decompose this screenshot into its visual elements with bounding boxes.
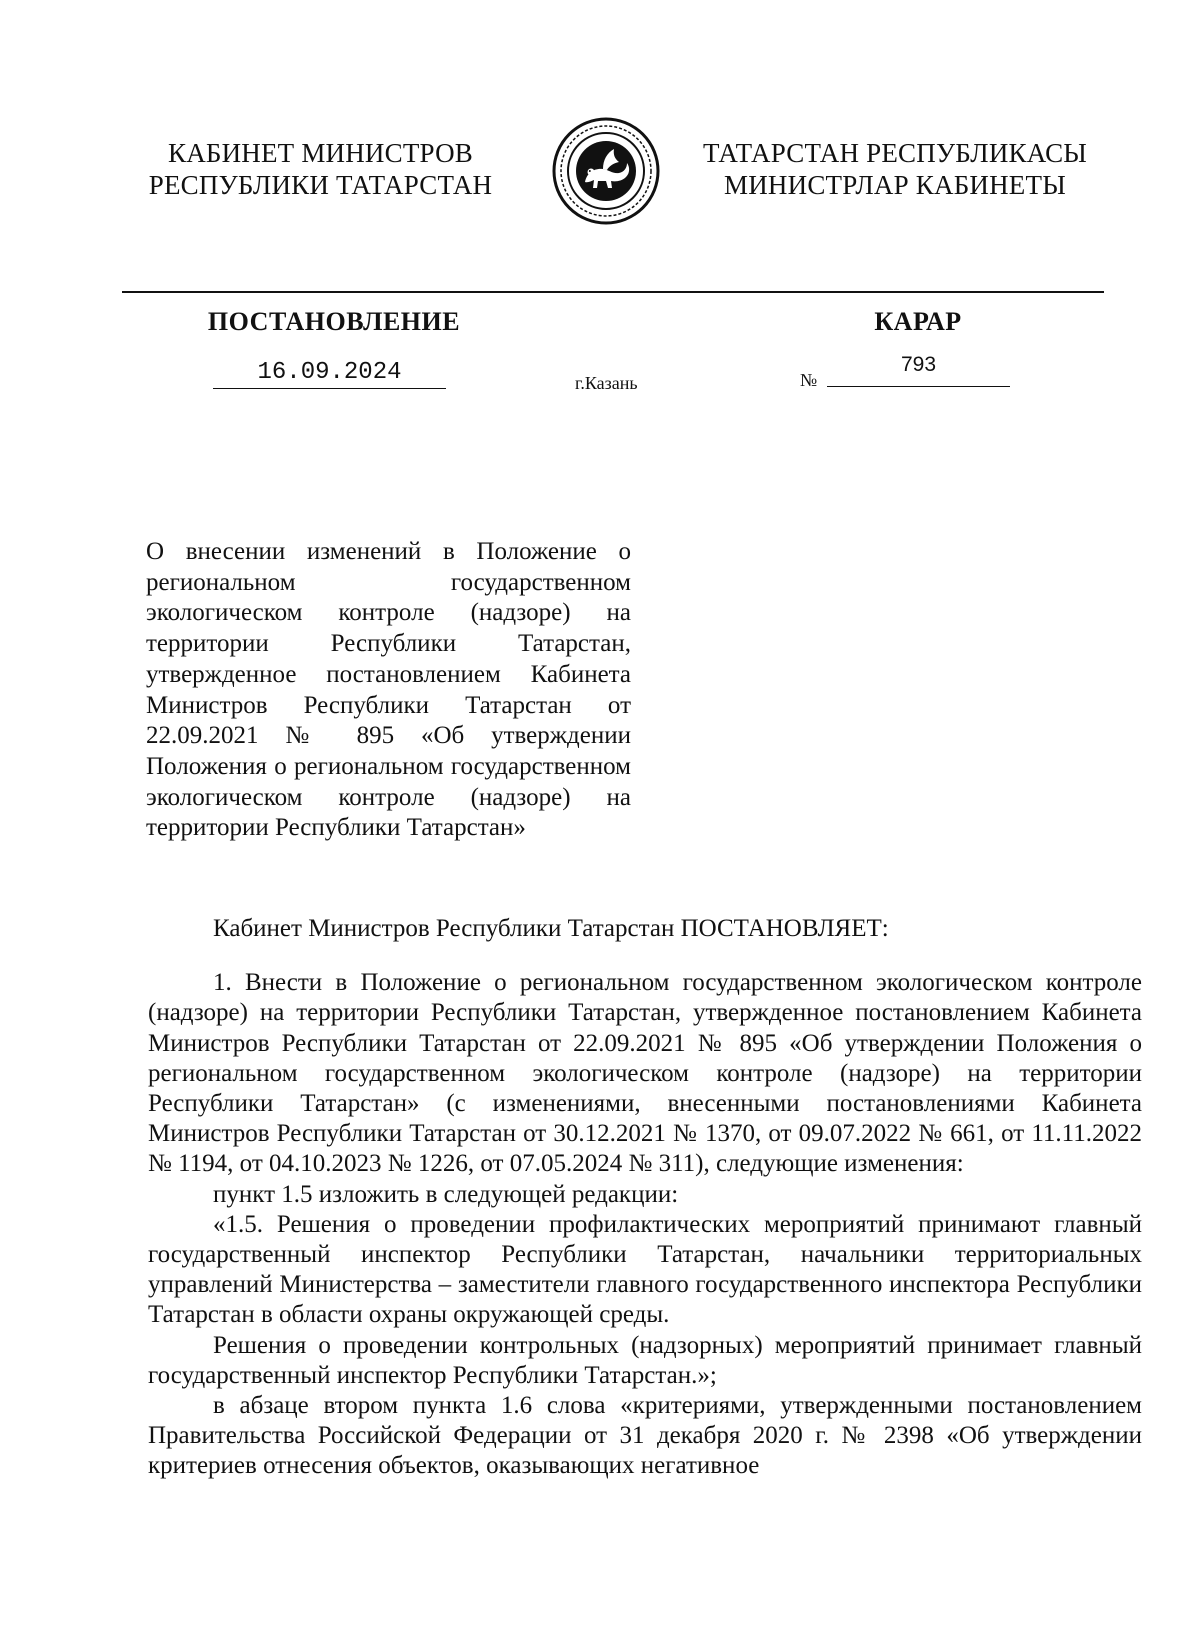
issuing-body-ru — [118, 137, 523, 201]
issuing-body-tt-line1: ТАТАРСТАН РЕСПУБЛИКАСЫ — [702, 138, 1088, 168]
preamble: Кабинет Министров Республики Татарстан ПОСТАНОВЛЯЕТ: — [213, 915, 889, 942]
act-city: г.Казань — [575, 373, 638, 393]
issuing-body-tt-line2: МИНИСТРЛАР КАБИНЕТЫ — [724, 170, 1066, 200]
act-date: 16.09.2024 — [213, 358, 446, 389]
issuing-body-ru-line1: КАБИНЕТ МИНИСТРОВ — [167, 138, 473, 168]
document-title: О внесении изменений в Положение о региональном государственном экологическом контроле (надзоре) на территории Республики Татарстан, утвержденное постановлением Кабинета Министров Республики Татарстан от 22.09.2021 № 895 «Об утверждении Положения о региональном государственном экологическом контроле (надзоре) на территории Республики Татарстан» — [146, 538, 631, 842]
coat-of-arms-icon — [551, 116, 661, 226]
act-type-ru: ПОСТАНОВЛЕНИЕ — [207, 307, 461, 336]
act-number-sign: № — [800, 370, 818, 390]
header-divider — [122, 291, 1104, 293]
body-paragraph: «1.5. Решения о проведении профилактических мероприятий принимают главный государственный инспектор Республики Татарстан, начальники территориальных управлений Министерства – заместители главного государственного инспектора Республики Татарстан в области охраны окружающей среды. — [148, 1210, 1142, 1329]
body-paragraph: 1. Внести в Положение о региональном государственном экологическом контроле (надзоре) на территории Республики Татарстан, утвержденное постановлением Кабинета Министров Республики Татарстан от 22.09.2021 № 895 «Об утверждении Положения о региональном государственном экологическом контроле (надзоре) на территории Республики Татарстан» (с изменениями, внесенными постановлениями Кабинета Министров Республики Татарстан от 30.12.2021 № 1370, от 09.07.2022 № 661, от 11.11.2022 № 1194, от 04.10.2023 № 1226, от 07.05.2024 № 311), следующие изменения: — [148, 969, 1142, 1178]
body-paragraph: в абзаце втором пункта 1.6 слова «критериями, утвержденными постановлением Правительства Российской Федерации от 31 декабря 2020 г. № 2398 «Об утверждении критериев отнесения объектов, оказывающих негативное — [148, 1392, 1142, 1480]
issuing-body-tt — [690, 137, 1100, 201]
act-number: 793 — [827, 352, 1010, 387]
issuing-body-ru-line2: РЕСПУБЛИКИ ТАТАРСТАН — [148, 170, 493, 200]
document-body — [148, 914, 1142, 1482]
body-paragraph: Решения о проведении контрольных (надзорных) мероприятий принимает главный государственный инспектор Республики Татарстан.»; — [148, 1331, 1142, 1389]
act-type-tt: КАРАР — [874, 307, 962, 336]
body-paragraph: пункт 1.5 изложить в следующей редакции: — [213, 1180, 679, 1208]
